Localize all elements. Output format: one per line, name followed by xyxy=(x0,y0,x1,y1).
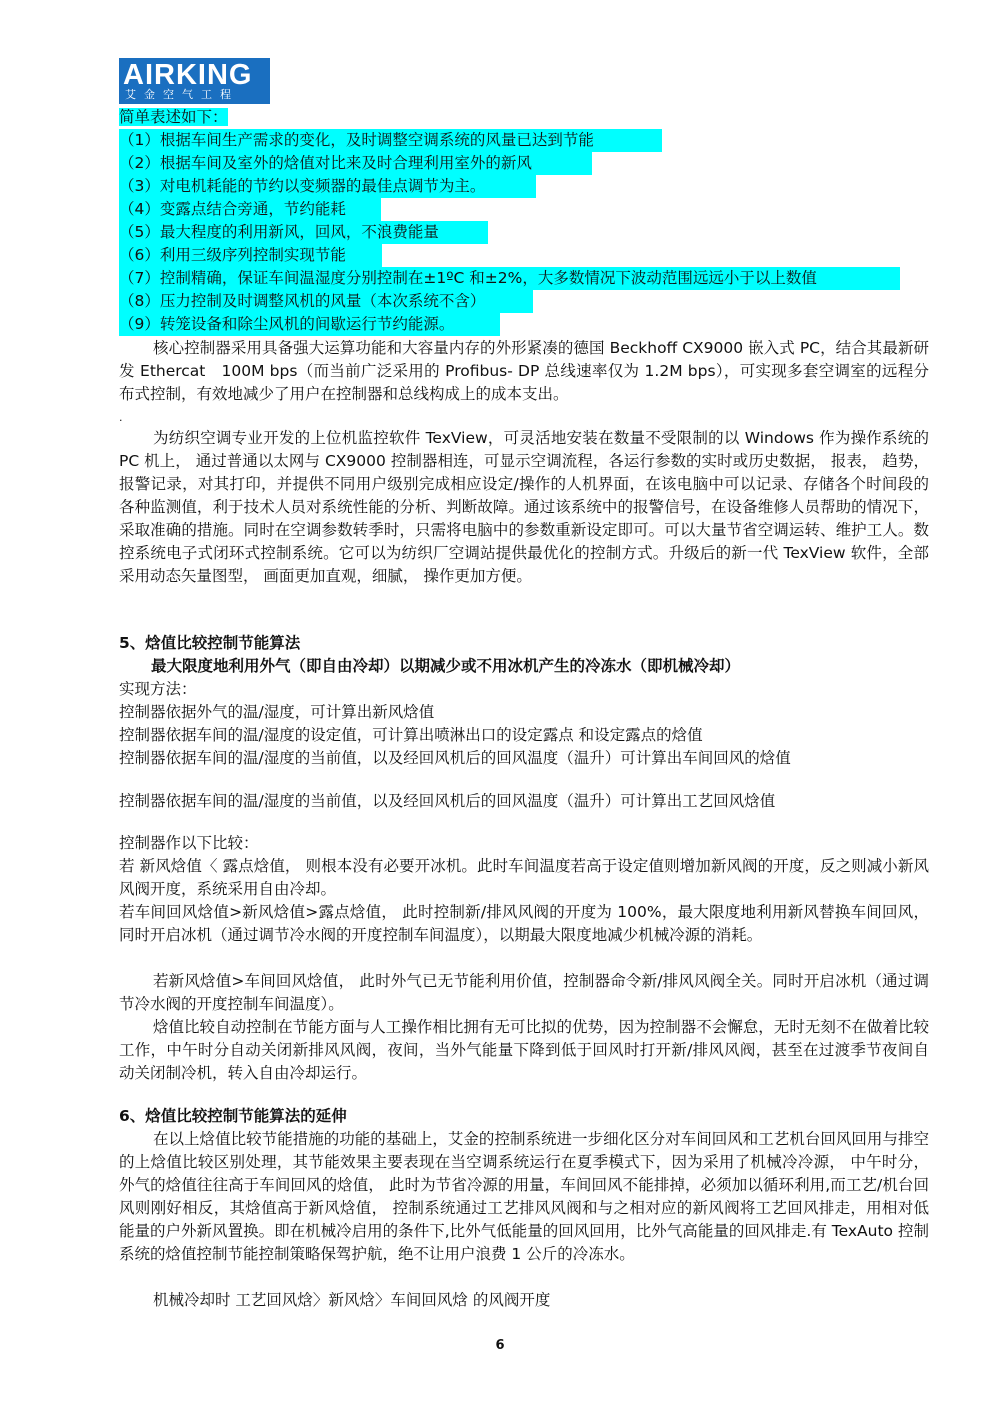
highlight-item-3: （3）对电机耗能的节约以变频器的最佳点调节为主。 xyxy=(119,175,536,198)
compare-item-4: 焓值比较自动控制在节能方面与人工操作相比拥有无可比拟的优势，因为控制器不会懈怠，无时无刻不在做着比较工作，中午时分自动关闭新排风风阀，夜间，当外气能量下降到低于回风时打开新/排风风阀，甚至在过渡季节夜间自动关闭制冷机，转入自由冷却运行。 xyxy=(119,1018,929,1082)
section6-paragraph: 在以上焓值比较节能措施的功能的基础上，艾金的控制系统进一步细化区分对车间回风和工艺机台回风回用与排空的上焓值比较区别处理，其节能效果主要表现在当空调系统运行在夏季模式下，因为采用了机械冷冷源， 中午时分，外气的焓值往往高于车间回风的焓值， 此时为节省冷源的用量，车间回风不能排掉，必须加以循环利用,而工艺/机台回风则刚好相反，其焓值高于新风焓值， 控制系统通过工艺排风风阀和与之相对应的新风阀将工艺回风排走，用相对低能量的户外新风置换。即在机械冷启用的条件下,比外气低能量的回风回用，比外气高能量的回风排走.有 TexAuto 控制系统的焓值控制节能控制策略保驾护航，绝不让用户浪费 1 公斤的冷冻水。 xyxy=(119,1130,929,1263)
section6-last-line: 机械冷却时 工艺回风焓〉新风焓〉车间回风焓 的风阀开度 xyxy=(153,1291,551,1309)
highlight-item-7: （7）控制精确，保证车间温湿度分别控制在±1ºC 和±2%，大多数情况下波动范围远远小于以上数值 xyxy=(119,267,900,290)
paragraph-texview: 为纺织空调专业开发的上位机监控软件 TexView，可灵活地安装在数量不受限制的以 Windows 作为操作系统的 PC 机上， 通过普通以太网与 CX9000 控制器相连，可显示空调流程，各运行参数的实时或历史数据， 报表， 趋势， 报警记录，对其打印，并提供不同用户级别完成相应设定/操作的人机界面，在该电脑中可以记录、存储各个时间段的各种监测值，利于技术人员对系统性能的分析、判断故障。通过该系统中的报警信号，在设备维修人员帮助的情况下，采取准确的措施。同时在空调参数转季时，只需将电脑中的参数重新设定即可。可以大量节省空调运转、维护工人。数控系统电子式闭环式控制系统。它可以为纺织厂空调站提供最优化的控制方式。升级后的新一代 TexView 软件，全部采用动态矢量图型， 画面更加直观，细腻， 操作更加方便。 xyxy=(119,429,929,585)
highlight-item-4: （4）变露点结合旁通，节约能耗 xyxy=(119,198,381,221)
highlight-item-2: （2）根据车间及室外的焓值对比来及时合理利用室外的新风 xyxy=(119,152,592,175)
highlight-item-5: （5）最大程度的利用新风，回风，不浪费能量 xyxy=(119,221,488,244)
logo-subtitle: 艾金空气工程 xyxy=(125,88,239,101)
stray-dot: . xyxy=(119,411,123,424)
airking-logo xyxy=(119,58,270,104)
summary-title: 简单表述如下： xyxy=(119,108,228,126)
method-item-3: 控制器依据车间的温/湿度的当前值，以及经回风机后的回风温度（温升）可计算出车间回风的焓值 xyxy=(119,749,791,767)
section6-heading: 6、焓值比较控制节能算法的延伸 xyxy=(119,1107,347,1125)
compare-item-2: 若车间回风焓值>新风焓值>露点焓值， 此时控制新/排风风阀的开度为 100%，最大限度地利用新风替换车间回风，同时开启冰机（通过调节冷水阀的开度控制车间温度），以期最大限度地减少机械冷源的消耗。 xyxy=(119,903,929,944)
highlight-item-6: （6）利用三级序列控制实现节能 xyxy=(119,244,382,267)
page-number: 6 xyxy=(495,1338,505,1353)
compare-label: 控制器作以下比较： xyxy=(119,834,259,852)
compare-item-3: 若新风焓值>车间回风焓值， 此时外气已无节能利用价值，控制器命令新/排风风阀全关。同时开启冰机（通过调节冷水阀的开度控制车间温度）。 xyxy=(119,972,929,1013)
method-label: 实现方法： xyxy=(119,680,197,698)
section5-subheading: 最大限度地利用外气（即自由冷却）以期减少或不用冰机产生的冷冻水（即机械冷却） xyxy=(151,657,741,675)
logo-brand: AIRKING xyxy=(123,59,253,91)
method-item-2: 控制器依据车间的温/湿度的设定值，可计算出喷淋出口的设定露点 和设定露点的焓值 xyxy=(119,726,703,744)
section5-heading: 5、焓值比较控制节能算法 xyxy=(119,634,301,652)
paragraph-controller: 核心控制器采用具备强大运算功能和大容量内存的外形紧凑的德国 Beckhoff CX9000 嵌入式 PC，结合其最新研发 Ethercat 100M bps（而当前广泛采用的 Profibus- DP 总线速率仅为 1.2M bps），可实现多套空调室的远程分布式控制，有效地减少了用户在控制器和总线构成上的成本支出。 xyxy=(119,339,929,403)
highlight-item-9: （9）转笼设备和除尘风机的间歇运行节约能源。 xyxy=(119,313,500,336)
method-item-4: 控制器依据车间的温/湿度的当前值，以及经回风机后的回风温度（温升）可计算出工艺回风焓值 xyxy=(119,792,776,810)
compare-item-1: 若 新风焓值〈 露点焓值， 则根本没有必要开冰机。此时车间温度若高于设定值则增加新风阀的开度，反之则减小新风风阀开度，系统采用自由冷却。 xyxy=(119,857,929,898)
highlight-item-1: （1）根据车间生产需求的变化，及时调整空调系统的风量已达到节能 xyxy=(119,129,662,152)
method-item-1: 控制器依据外气的温/湿度，可计算出新风焓值 xyxy=(119,703,435,721)
highlight-item-8: （8）压力控制及时调整风机的风量（本次系统不含） xyxy=(119,290,533,313)
